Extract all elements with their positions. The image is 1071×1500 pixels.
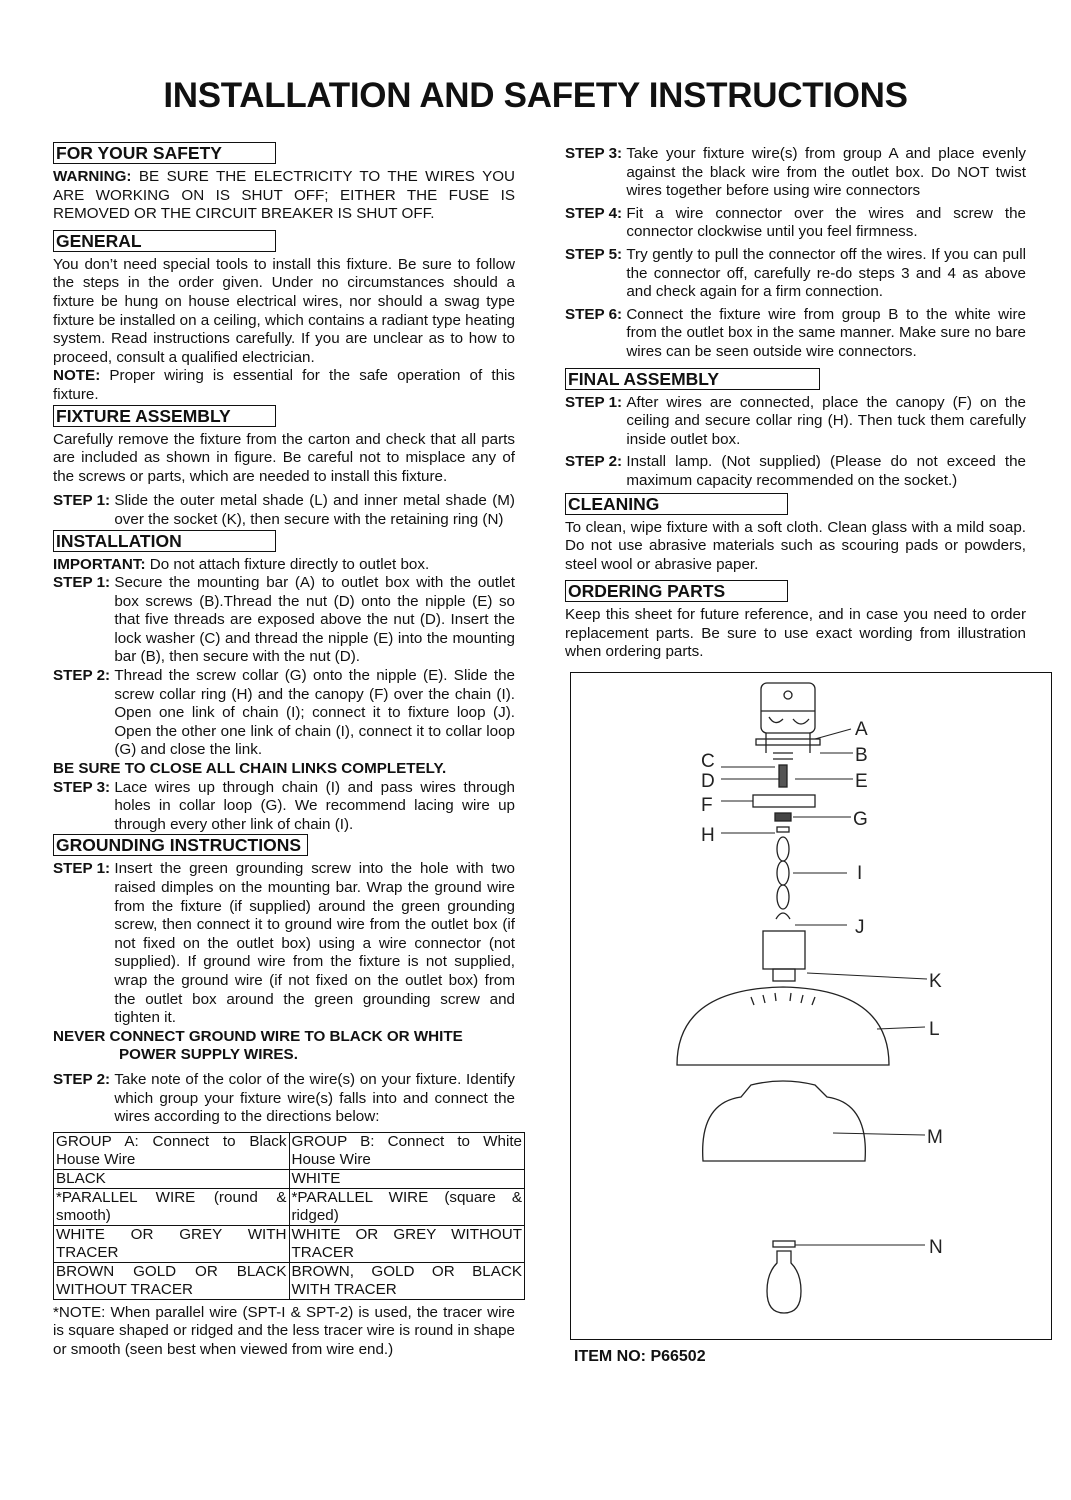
table-row — [54, 1188, 525, 1225]
label-F: F — [701, 795, 713, 816]
note-text: Proper wiring is essential for the safe operation of this fixture. — [53, 367, 515, 403]
step-text: Insert the green grounding screw into the hole with two raised dimples on the mounting bar. Wrap the ground wire from the fixture (if supplied) around the green grounding screw, then connect it to ground wire from the outlet box (if not fixed on the outlet box) using a wire connector (not supplied). If ground wire from the fixture is not supplied, wrap the ground wire (if not fixed on the outlet box) from the outlet box around the green grounding screw and tighten it. — [114, 860, 515, 1027]
final-step-1 — [565, 394, 1026, 450]
warning-text: BE SURE THE ELECTRICITY TO THE WIRES YOU ARE WORKING ON IS SHUT OFF; EITHER THE FUSE IS REMOVED OR THE CIRCUIT BREAKER IS SHUT OFF. — [53, 168, 515, 223]
shade-vents — [751, 993, 815, 1005]
step-text: Secure the mounting bar (A) to outlet box with the outlet box screws (B).Thread the nut (D) onto the nipple (E) so that five threads are exposed above the nut (D). Insert the lock washer (C) and thread the nipple (E) into the mounting bar (B), then secure with the nut (D). — [114, 574, 515, 666]
table-row — [54, 1132, 525, 1169]
section-header-general: GENERAL — [53, 230, 276, 252]
label-D: D — [701, 771, 715, 792]
step-label: STEP 2: — [565, 453, 627, 471]
installation-step-2 — [53, 667, 515, 760]
label-A: A — [855, 719, 868, 740]
label-K: K — [929, 971, 942, 992]
section-header-final-assembly: FINAL ASSEMBLY — [565, 368, 820, 390]
close-links-warning: BE SURE TO CLOSE ALL CHAIN LINKS COMPLETELY. — [53, 760, 447, 778]
screw-collar — [775, 813, 791, 821]
grounding-step-1 — [53, 860, 515, 1027]
table-cell: WHITE OR GREY WITHOUT TRACER — [289, 1225, 525, 1262]
installation-important — [53, 556, 515, 575]
section-header-grounding: GROUNDING INSTRUCTIONS — [53, 834, 308, 856]
label-G: G — [853, 809, 868, 830]
note-label: NOTE: — [53, 367, 101, 385]
step-text: Take note of the color of the wire(s) on your fixture. Identify which group your fixture wire(s) falls into and connect the wires according to the directions below: — [114, 1070, 515, 1126]
label-B: B — [855, 745, 868, 766]
outlet-box — [761, 683, 815, 733]
important-text: Do not attach fixture directly to outlet box. — [145, 555, 430, 573]
exploded-diagram — [570, 672, 1052, 1340]
chain — [776, 837, 790, 919]
page-title: INSTALLATION AND SAFETY INSTRUCTIONS — [163, 76, 908, 115]
step-text: Connect the fixture wire from group B to the white wire from the outlet box in the same manner. Make sure no bare wires can be seen outside wire connectors. — [626, 305, 1026, 360]
left-column — [53, 142, 522, 1360]
leader-lines — [721, 729, 927, 1245]
grounding-step-2 — [53, 1071, 515, 1127]
step-label: STEP 1: — [53, 860, 115, 878]
fixture-assembly-text: Carefully remove the fixture from the carton and check that all parts are included as shown in figure. Be careful not to misplace any of the screws or parts, which are needed to install this fixture. — [53, 430, 515, 485]
outer-shade — [677, 987, 889, 1065]
section-header-installation: INSTALLATION — [53, 530, 276, 552]
label-J: J — [855, 917, 865, 938]
important-label: IMPORTANT: — [53, 555, 146, 573]
retaining-ring — [773, 1241, 795, 1247]
table-cell: BROWN GOLD OR BLACK WITHOUT TRACER — [54, 1262, 290, 1299]
installation-step-1 — [53, 574, 515, 667]
fixture-illustration — [571, 673, 1051, 1339]
label-C: C — [701, 751, 715, 772]
step-text: Take your fixture wire(s) from group A and place evenly against the black wire from the outlet box. Do NOT twist wires together before using wire connectors — [626, 145, 1026, 200]
table-cell: WHITE OR GREY WITH TRACER — [54, 1225, 290, 1262]
item-number: ITEM NO: P66502 — [574, 1348, 706, 1365]
ordering-text: Keep this sheet for future reference, and in case you need to order replacement parts. Be sure to use exact wording from illustration when ordering parts. — [565, 606, 1026, 661]
cleaning-text: To clean, wipe fixture with a soft cloth. Clean glass with a mild soap. Do not use abrasive materials such as scouring pads or powders, steel wool or abrasive paper. — [565, 518, 1026, 573]
never-connect-line-2: POWER SUPPLY WIRES. — [119, 1046, 298, 1064]
step-label: STEP 1: — [53, 492, 115, 510]
table-cell: BLACK — [54, 1169, 290, 1188]
wiring-step-6 — [565, 306, 1026, 362]
inner-shade — [703, 1081, 866, 1161]
step-label: STEP 1: — [53, 574, 115, 592]
step-label: STEP 2: — [53, 667, 115, 685]
label-E: E — [855, 771, 868, 792]
step-text: Fit a wire connector over the wires and screw the connector clockwise until you feel firmness. — [626, 204, 1026, 241]
warning-label: WARNING: — [53, 168, 132, 185]
step-text: Install lamp. (Not supplied) (Please do not exceed the maximum capacity recommended on the socket.) — [626, 453, 1026, 489]
label-I: I — [857, 863, 863, 884]
table-row — [54, 1225, 525, 1262]
table-cell: GROUP B: Connect to White House Wire — [289, 1132, 525, 1169]
step-label: STEP 1: — [565, 393, 627, 411]
wiring-step-5 — [565, 246, 1026, 302]
fixture-step-1 — [53, 492, 515, 529]
table-cell: *PARALLEL WIRE (round & smooth) — [54, 1188, 290, 1225]
section-header-safety: FOR YOUR SAFETY — [53, 142, 276, 164]
step-text: Try gently to pull the connector off the wires. If you can pull the connector off, carefully re-do steps 3 and 4 as above and check again for a firm connection. — [626, 245, 1026, 301]
step-text: After wires are connected, place the canopy (F) on the ceiling and secure collar ring (H). Then tuck them carefully inside outlet box. — [626, 393, 1026, 448]
socket-housing — [763, 931, 805, 969]
lamp-bulb — [767, 1251, 801, 1313]
wiring-step-4 — [565, 205, 1026, 242]
label-L: L — [929, 1019, 940, 1040]
label-H: H — [701, 825, 715, 846]
socket — [773, 969, 795, 981]
part-labels — [701, 719, 943, 1258]
section-header-fixture-assembly: FIXTURE ASSEMBLY — [53, 405, 276, 427]
table-cell: BROWN, GOLD OR BLACK WITH TRACER — [289, 1262, 525, 1299]
step-label: STEP 5: — [565, 245, 627, 263]
step-text: Slide the outer metal shade (L) and inner metal shade (M) over the socket (K), then secure with the retaining ring (N) — [114, 492, 515, 528]
step-label: STEP 4: — [565, 204, 627, 222]
label-N: N — [929, 1237, 943, 1258]
collar-ring — [777, 827, 789, 832]
right-column — [565, 145, 1026, 662]
canopy — [753, 795, 815, 807]
table-cell: WHITE — [289, 1169, 525, 1188]
step-label: STEP 6: — [565, 305, 627, 323]
table-cell: *PARALLEL WIRE (square & ridged) — [289, 1188, 525, 1225]
installation-step-3 — [53, 779, 515, 835]
step-text: Thread the screw collar (G) onto the nipple (E). Slide the screw collar ring (H) and the canopy (F) over the chain (I). Open one link of chain (I); connect it to fixture loop (J). Open the other one link of chain (I), connect it to collar loop (G) and close the link. — [114, 667, 515, 759]
step-label: STEP 3: — [565, 145, 627, 162]
wiring-step-3 — [565, 145, 1026, 201]
step-text: Lace wires up through chain (I) and pass wires through holes in collar loop (G). We recommend lacing wire up through every other link of chain (I). — [114, 778, 515, 833]
general-note — [53, 367, 515, 404]
table-row — [54, 1169, 525, 1188]
label-M: M — [927, 1127, 943, 1148]
safety-warning — [53, 168, 515, 224]
step-label: STEP 2: — [53, 1070, 115, 1088]
wire-footnote: *NOTE: When parallel wire (SPT-I & SPT-2) is used, the tracer wire is square shaped or ridged and the less tracer wire is round in shape or smooth (seen best when viewed from wire end.) — [53, 1303, 515, 1358]
final-step-2 — [565, 453, 1026, 490]
step-label: STEP 3: — [53, 778, 115, 796]
section-header-ordering: ORDERING PARTS — [565, 580, 788, 602]
table-row — [54, 1262, 525, 1299]
table-cell: GROUP A: Connect to Black House Wire — [54, 1132, 290, 1169]
never-connect-line-1: NEVER CONNECT GROUND WIRE TO BLACK OR WHITE — [53, 1027, 463, 1045]
section-header-cleaning: CLEANING — [565, 493, 788, 515]
general-text: You don’t need special tools to install this fixture. Be sure to follow the steps in the order given. Under no circumstances should a fixture be hung on house electrical wires, nor should a swag type fixture be installed on a ceiling, which contains a radiant type heating system. Read instructions carefully. If you are unclear as to how to proceed, consult a qualified electrician. — [53, 255, 515, 366]
wire-group-table — [53, 1132, 525, 1300]
